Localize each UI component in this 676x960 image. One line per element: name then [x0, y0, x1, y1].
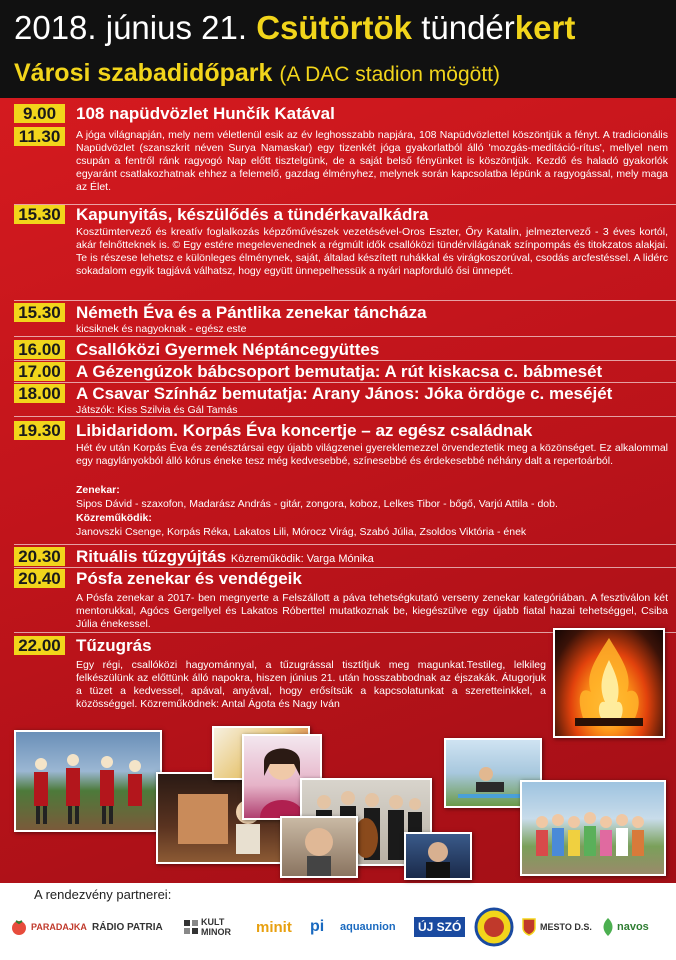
event-title [14, 10, 575, 46]
event-title-babszinhaz: A Gézengúzok bábcsoport bemutatja: A rút kiskacsa c. bábmesét [76, 362, 603, 381]
venue-line [14, 58, 500, 90]
time-badge: 22.00 [14, 636, 65, 655]
header-banner [0, 0, 676, 98]
time-badge: 18.00 [14, 384, 65, 403]
event-title-nephanc: Csallóközi Gyermek Néptáncegyüttes [76, 340, 380, 359]
partners-label: A rendezvény partnerei: [34, 887, 172, 902]
seal-icon [474, 907, 514, 947]
coat-of-arms-icon [522, 918, 536, 936]
event-title-koncert: Libidaridom. Korpás Éva koncertje – az egész családnak [76, 421, 533, 440]
contrib-label: Közreműködik: [76, 512, 152, 524]
event-title-tanchaz: Németh Éva és a Pántlika zenekar táncháza [76, 303, 427, 322]
time-badge: 9.00 [14, 104, 65, 123]
contrib-members: Janovszki Csenge, Korpás Réka, Lakatos Lili, Mórocz Virág, Szabó Júlia, Zsoldos Viktória - ének [76, 526, 527, 538]
event-day: Csütörtök [256, 9, 413, 46]
partners-logos [10, 905, 670, 953]
leaf-icon [602, 918, 614, 936]
divider [14, 567, 676, 568]
tomato-icon [10, 918, 28, 936]
navos-logo: navos [602, 905, 668, 949]
event-desc-tuzugras: Egy régi, csallóközi hagyománnyal, a tűzugrással tisztítjuk meg magunkat.Testileg, lelkileg felkészülünk az előttünk álló napokra, hiszen június 21. után hosszabbodnak az éjszakák. Átugorjuk a tüzet a kedvessel, apával, anyával, hogy erősítsük a kapcsolatunkat a szeretteinkkel, a közösséggel. Közreműködnek: Antal Ágota és Nagy Iván [76, 659, 546, 710]
time-badge: 17.00 [14, 362, 65, 381]
time-badge: 19.30 [14, 421, 65, 440]
band-members: Sipos Dávid - szaxofon, Madarász András - gitár, zongora, koboz, Lelkes Tibor - bőgő, Varjú Attila - dob. [76, 498, 558, 510]
venue-note: (A DAC stadion mögött) [279, 63, 500, 86]
time-badge: 11.30 [14, 127, 65, 146]
band-block [76, 484, 668, 497]
divider [14, 544, 676, 545]
event-desc-yoga: A jóga világnapján, mely nem véletlenül esik az év leghosszabb napjára, 108 Napüdvözlettel köszöntjük a fényt. A tradicionális Napüdvözlet (szanszkrit néven Surya Namaskar) egy tizenkét jóga gyakorlatból álló 'mozgás-meditáció-rítus', mellyel nem csupán a fentről ránk ragyogó Nap előtt tisztelgünk, de a saját belső fényünket is köszöntjük. Kezdő és haladó gyakorlók egyaránt csatlakozhatnak ehhez a felemelő, gazdag élményhez, melynek során kapcsolatba lépünk a ragyogással, mely maga az Élet. [76, 129, 668, 193]
tuzgyujtas-label: Rituális tűzgyújtás [76, 547, 227, 566]
event-date: 2018. június 21. [14, 9, 248, 46]
band-label: Zenekar: [76, 484, 120, 496]
event-title-csavar: A Csavar Színház bemutatja: Arany János: Jóka ördöge c. meséjét [76, 384, 613, 403]
divider [14, 336, 676, 337]
time-badge: 16.00 [14, 340, 65, 359]
pi-logo: pi [310, 918, 325, 935]
event-title-tuzgyujtas [76, 547, 374, 569]
paradajka-logo: PARADAJKA [10, 905, 88, 949]
event-title-hundik: 108 napüdvözlet Hunčík Katával [76, 104, 335, 123]
divider [14, 382, 676, 383]
crest-logo [474, 905, 518, 949]
event-title-tuzugras: Tűzugrás [76, 636, 152, 655]
event-title-kapunyitas: Kapunyitás, készülődés a tündérkavalkádra [76, 205, 429, 224]
uj-szo-logo: ÚJ SZÓ [414, 905, 468, 949]
venue-name: Városi szabadidőpark [14, 59, 273, 87]
time-badge: 20.40 [14, 569, 65, 588]
kert-word: kert [514, 9, 576, 46]
tuzgyujtas-contrib: Közreműködik: Varga Mónika [230, 553, 374, 565]
event-desc-csavar: Játszók: Kiss Szilvia és Gál Tamás [76, 404, 238, 416]
event-desc-tanchaz: kicsiknek és nagyoknak - egész este [76, 323, 247, 335]
mentor-photo [280, 816, 358, 878]
kult-minor-logo: KULT MINOR [184, 905, 254, 949]
guest-photo [404, 832, 472, 880]
aquaunion-logo: aquaunion [340, 921, 396, 933]
event-title-posfa: Pósfa zenekar és vendégeik [76, 569, 302, 588]
minit-logo: minit [256, 918, 292, 936]
time-badge: 15.30 [14, 205, 65, 224]
time-badge: 15.30 [14, 303, 65, 322]
event-desc-posfa: A Pósfa zenekar a 2017- ben megnyerte a Felszállott a páva tehetségkutató verseny zenekar kategóriában. A fesztiválon két mentorukkal, Agócs Gergellyel és Lakatos Róberttel mutatkoznak be, kiegészülve egy újabb fiatal hazai tehetséggel, Csiba Júlia énekessel. [76, 592, 668, 630]
divider [14, 300, 676, 301]
divider [14, 416, 676, 417]
photo-collage [0, 720, 676, 880]
grid-icon [184, 920, 198, 934]
radio-patria-logo: RÁDIO PATRIA [92, 921, 163, 933]
folk-dance-photo [14, 730, 162, 832]
event-desc-kapunyitas: Kosztümtervező és kreatív foglalkozás képzőművészek vezetésével-Oros Eszter, Őry Katalin, jelmeztervező - 3 éves kortól, akár felnőtteknek is. © Egy estére megelevenednek a régmúlt idők csallóközi tündérvilágának színpompás és titokzatos alakjai. Te is részese lehetsz e különleges élménynek, saját, általad készített ruhákkal és virágkoszorúval, csodás arcfestéssel. A lidérc sokadalom egyik tagjává válhatsz, hogy együtt ünnepelhessük a nyári napforduló ősi ünnepét. [76, 226, 668, 277]
tunder-word: tündér [421, 9, 515, 46]
children-group-photo [520, 780, 666, 876]
contrib-block [76, 512, 668, 525]
time-badge: 20.30 [14, 547, 65, 566]
mesto-ds-logo: MESTO D.S. [522, 905, 598, 949]
divider [14, 360, 676, 361]
event-desc-koncert: Hét év után Korpás Éva és zenésztársai egy újabb világzenei gyereklemezzel örvendeztetik meg a közönséget. Ez alkalommal egy nagylányokból álló kórus éneke tesz még kedvesebbé, színesebbé és érdekesebbé néhány dalt a repertoárból. [76, 442, 668, 467]
